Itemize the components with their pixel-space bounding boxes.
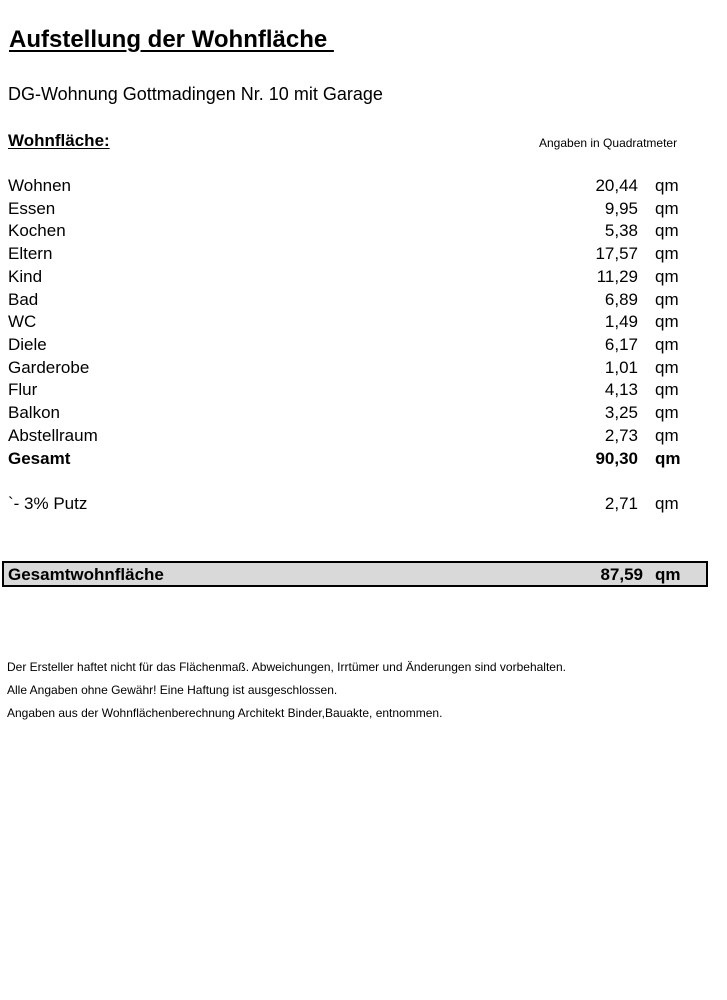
room-unit: qm	[655, 403, 679, 422]
section-heading: Wohnfläche:	[8, 131, 110, 150]
total-value: 87,59	[600, 565, 643, 584]
room-label: Balkon	[8, 403, 60, 422]
room-unit: qm	[655, 335, 679, 354]
subtotal-label: Gesamt	[8, 449, 71, 468]
room-unit: qm	[655, 358, 679, 377]
room-value: 20,44	[595, 176, 638, 195]
room-value: 1,01	[604, 358, 638, 377]
room-value: 3,25	[604, 403, 638, 422]
room-value: 9,95	[604, 199, 638, 218]
room-unit: qm	[655, 244, 679, 263]
room-value: 4,13	[604, 380, 638, 399]
room-unit: qm	[655, 426, 679, 445]
room-value: 17,57	[595, 244, 638, 263]
room-row-wohnen	[0, 176, 727, 198]
room-row-bad	[0, 290, 727, 312]
room-value: 1,49	[604, 312, 638, 331]
document-title: Aufstellung der Wohnfläche	[9, 26, 334, 53]
room-label: Flur	[8, 380, 38, 399]
room-unit: qm	[655, 176, 679, 195]
room-unit: qm	[655, 290, 679, 309]
room-label: Abstellraum	[8, 426, 98, 445]
room-label: Garderobe	[8, 358, 90, 377]
room-value: 6,17	[604, 335, 638, 354]
subtotal-unit: qm	[655, 449, 681, 468]
room-row-kind	[0, 267, 727, 289]
room-label: Kind	[8, 267, 43, 286]
room-row-balkon	[0, 403, 727, 425]
room-label: WC	[8, 312, 37, 331]
room-label: Diele	[8, 335, 47, 354]
room-row-diele	[0, 335, 727, 357]
room-value: 11,29	[596, 267, 638, 286]
total-label: Gesamtwohnfläche	[8, 565, 164, 584]
room-row-kochen	[0, 221, 727, 243]
room-unit: qm	[655, 267, 679, 286]
room-unit: qm	[655, 221, 679, 240]
total-living-area-box	[2, 561, 708, 587]
room-value: 2,73	[604, 426, 638, 445]
room-row-eltern	[0, 244, 727, 266]
room-row-garderobe	[0, 358, 727, 380]
room-row-flur	[0, 380, 727, 402]
total-unit: qm	[655, 565, 681, 584]
room-label: Wohnen	[8, 176, 72, 195]
room-label: Essen	[8, 199, 56, 218]
room-unit: qm	[655, 199, 679, 218]
deduction-row	[0, 494, 727, 516]
room-row-wc	[0, 312, 727, 334]
room-label: Bad	[8, 290, 39, 309]
disclaimer-line: Der Ersteller haftet nicht für das Flächenmaß. Abweichungen, Irrtümer und Änderungen sind vorbehalten.	[7, 660, 566, 674]
subtotal-row	[0, 449, 727, 471]
subtotal-value: 90,30	[595, 449, 638, 468]
unit-note: Angaben in Quadratmeter	[539, 136, 678, 150]
room-label: Kochen	[8, 221, 66, 240]
document-subtitle: DG-Wohnung Gottmadingen Nr. 10 mit Garage	[8, 84, 383, 104]
room-label: Eltern	[8, 244, 53, 263]
room-row-essen	[0, 199, 727, 221]
disclaimer-line: Angaben aus der Wohnflächenberechnung Architekt Binder,Bauakte, entnommen.	[7, 706, 443, 720]
deduction-unit: qm	[655, 494, 679, 513]
deduction-value: 2,71	[604, 494, 638, 513]
room-unit: qm	[655, 312, 679, 331]
room-row-abstellraum	[0, 426, 727, 448]
deduction-label: `- 3% Putz	[8, 494, 88, 513]
disclaimer-line: Alle Angaben ohne Gewähr! Eine Haftung ist ausgeschlossen.	[7, 683, 338, 697]
room-value: 6,89	[604, 290, 638, 309]
room-unit: qm	[655, 380, 679, 399]
room-value: 5,38	[604, 221, 638, 240]
